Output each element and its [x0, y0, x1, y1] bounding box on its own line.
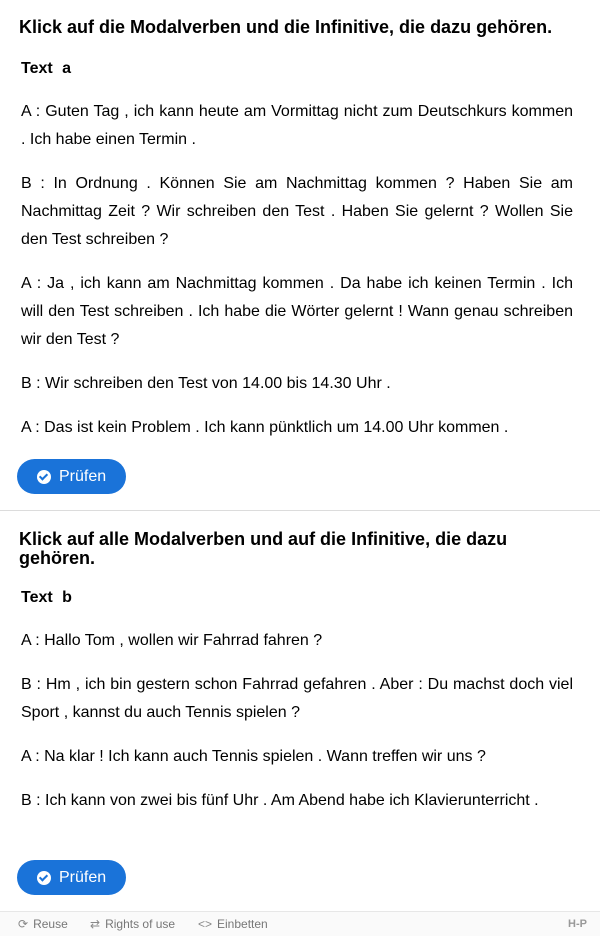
reuse-icon: ⟳	[18, 917, 29, 931]
task-b	[0, 511, 600, 911]
rights-label: Rights of use	[105, 917, 176, 931]
embed-label: Einbetten	[217, 917, 268, 931]
h5p-logo[interactable]: H-P	[568, 918, 587, 930]
check-button-a[interactable]	[17, 459, 126, 494]
task-b-paragraph[interactable]: A : Na klar ! Ich kann auch Tennis spielen . Wann treffen wir uns ?	[21, 748, 486, 765]
task-a-paragraph[interactable]: B : In Ordnung . Können Sie am Nachmittag kommen ? Haben Sie am Nachmittag Zeit ? Wir schreiben den Test . Haben Sie gelernt ? Wollen Sie den Test schreiben ?	[21, 175, 573, 248]
rights-of-use-link[interactable]	[90, 917, 175, 931]
task-b-paragraph[interactable]: B : Hm , ich bin gestern schon Fahrrad gefahren . Aber : Du machst doch viel Sport , kannst du auch Tennis spielen ?	[21, 676, 573, 721]
task-a-title: Klick auf die Modalverben und die Infinitive, die dazu gehören.	[19, 17, 553, 37]
task-b-paragraph[interactable]: B : Ich kann von zwei bis fünf Uhr . Am Abend habe ich Klavierunterricht .	[21, 792, 539, 809]
handshake-icon: ⇄	[90, 917, 101, 931]
task-a-paragraph[interactable]: A : Ja , ich kann am Nachmittag kommen . Da habe ich keinen Termin . Ich will den Test schreiben . Ich habe die Wörter gelernt ! Wann genau schreiben wir den Test ?	[21, 275, 573, 348]
embed-link[interactable]	[198, 917, 268, 931]
code-icon: <>	[198, 917, 213, 931]
check-button-label: Prüfen	[59, 467, 107, 485]
check-circle-icon	[37, 871, 51, 885]
reuse-link[interactable]	[18, 917, 68, 931]
task-a-paragraph[interactable]: A : Das ist kein Problem . Ich kann pünktlich um 14.00 Uhr kommen .	[21, 419, 509, 436]
task-b-text-label: Text b	[21, 589, 72, 606]
task-a-paragraph[interactable]: A : Guten Tag , ich kann heute am Vormittag nicht zum Deutschkurs kommen . Ich habe einen Termin .	[21, 103, 573, 148]
check-circle-icon	[37, 470, 51, 484]
task-b-title: Klick auf alle Modalverben und auf die Infinitive, die dazu gehören.	[19, 529, 508, 568]
check-button-b[interactable]	[17, 860, 126, 895]
check-button-label: Prüfen	[59, 868, 107, 886]
task-a-paragraph[interactable]: B : Wir schreiben den Test von 14.00 bis 14.30 Uhr .	[21, 375, 391, 392]
task-b-paragraph[interactable]: A : Hallo Tom , wollen wir Fahrrad fahren ?	[21, 632, 323, 649]
task-a-text-label: Text a	[21, 60, 72, 77]
h5p-footer	[0, 911, 600, 936]
reuse-label: Reuse	[33, 917, 68, 931]
